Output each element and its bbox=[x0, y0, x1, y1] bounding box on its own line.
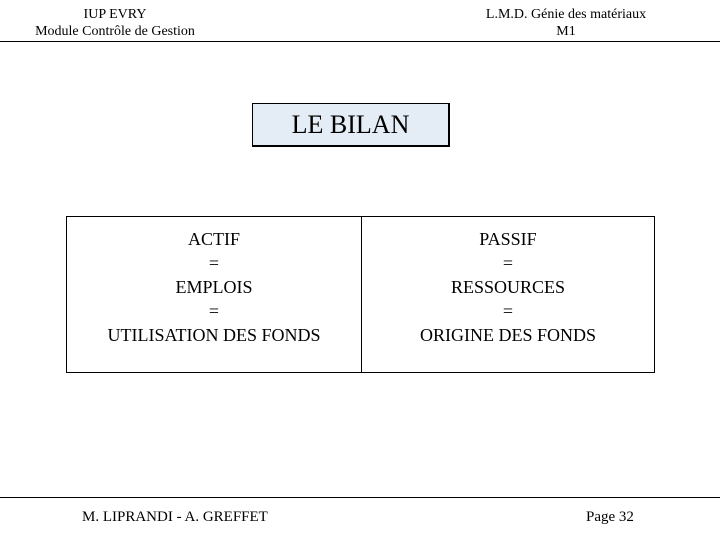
assets-line: UTILISATION DES FONDS bbox=[107, 325, 321, 345]
header-left bbox=[20, 6, 210, 40]
assets-line: EMPLOIS bbox=[175, 277, 253, 297]
header-program: L.M.D. Génie des matériaux bbox=[485, 7, 647, 22]
assets-line: = bbox=[208, 253, 220, 273]
header-module: Module Contrôle de Gestion bbox=[35, 24, 195, 39]
slide-title: LE BILAN bbox=[291, 109, 410, 139]
slide-title-box bbox=[252, 103, 450, 147]
header-right bbox=[466, 6, 666, 40]
header-divider bbox=[0, 41, 720, 42]
footer-divider bbox=[0, 497, 720, 498]
liabilities-line: = bbox=[502, 301, 514, 321]
assets-line: = bbox=[208, 301, 220, 321]
assets-cell bbox=[67, 217, 362, 372]
liabilities-line: = bbox=[502, 253, 514, 273]
liabilities-line: PASSIF bbox=[479, 229, 537, 249]
header-level: M1 bbox=[556, 24, 576, 39]
header-institution: IUP EVRY bbox=[83, 7, 147, 22]
liabilities-line: RESSOURCES bbox=[450, 277, 566, 297]
page-number: Page 32 bbox=[586, 509, 634, 525]
footer-authors: M. LIPRANDI - A. GREFFET bbox=[82, 509, 268, 525]
liabilities-cell bbox=[362, 217, 654, 372]
assets-line: ACTIF bbox=[187, 229, 240, 249]
liabilities-line: ORIGINE DES FONDS bbox=[419, 325, 596, 345]
balance-table bbox=[66, 216, 655, 373]
